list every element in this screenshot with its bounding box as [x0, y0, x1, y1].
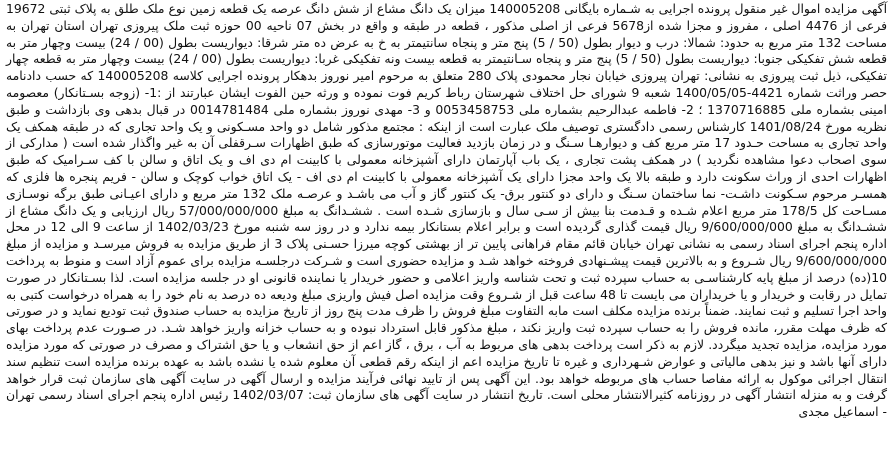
- notice-text: آگهی مزایده اموال غیر منقول پرونده اجرایی به شـماره بایگانی 140005208 میزان یک دانگ مشاع از شش دانگ عرصه یک قطعه زمین نوع ملک طلق به پلاک ثبتی 19672 فرعی از 4476 اصلی ، مفروز و مجزا شده از5678 فرعی از اصلی مذکور ، قطعه در طبقه و واقع در بخش 07 ناحیه 00 حوزه ثبت ملک پیروزی تهران استان تهران به مساحت 132 متر مربع به حدود: شمالا: درب و دیوار بطول (50 / 5) پنج متر و پنجاه سانتیمتر به خ به عرض ده متر شرقا: دیواریست بطول (00 / 24) بیست وچهار متر به قطعه شش تفکیکی جنوبا: دیواریست بطول (50 / 5) پنج متر و پنجاه سـانتیمتر به قطعه بیست ونه تفکیکی غربا: دیواریست بطول (00 / 24) بیست وچهار متر به قطعه چهار تفکیکی، ذیل ثبت پیروزی به نشانی: تهران پیروزی خیابان نجار محمودی پلاک 280 متعلق به مرحوم امیر نوروز بدهکار پرونده اجرایی کلاسه 140005208 که حسب دادنامه حصر وراثت شماره 4421-1400/05/05 شعبه 9 شورای حل اختلاف شهرستان رباط کریم فوت نموده و ورثه حین الفوت ایشان عبارتند از :1- (زوجه بسـتانکار) معصومه امینی بشماره ملی 1370716885 ؛ 2- فاطمه عبدالرحیم بشماره ملی 0053458753 و 3- مهدی نوروز بشماره ملی 0014781484 در قبال بدهی وی بازداشت و طبق نظریه مورخ 1401/08/24 کارشناس رسمی دادگستری توصیف ملک عبارت است از اینکه : مجتمع مذکور شامل دو واحد مسـکونی و یک واحد تجاری که در طبقه همکف یک واحد تجاری به مساحت حـدود 17 متر مربع کف و دیوارهـا سـنگ و در زمان بازدید فعالیت موتورسازی که طبق اظهارات سـرقفلی آن به غیر واگذار شده است ( مدارکی از سوی اصحاب دعوا مشاهده نگردید ) در همکف پشت تجاری ، یک باب آپارتمان دارای آشپزخانه معمولی با کابینت ام دی اف و یک اتاق و سالن با کف سـرامیک که طبق اظهارات احدی از وراث سکونت دارد و طبقه بالا یک واحد مجزا دارای یک آشپزخانه معمولی با کابینت ام دی اف - یک اتاق خواب کوچک و سالن - فریم پنجره ها فلزی که همسـر مرحوم سـکونت داشـت- نما ساختمان سـنگ و دارای دو کنتور برق- یک کنتور گاز و آب می باشـد و عرصـه ملک 132 متر مربع و دارای اعیـانی طبق برگه نوسـازی مسـاحت کل 178/5 متر مربع اعلام شـده و قـدمت بنا بیش از سـی سال و بازسازی شـده است . ششـدانگ به مبلغ 57/000/000/000 ریال ارزیابی و یک دانگ مشاع از ششـدانگ به مبلغ 9/600/000/000 ریال قیمت گذاری گردیده است و برابر اعلام بستانکار بیمه ندارد و در روز سه شنبه مورخ 1402/03/23 از ساعت 9 الی 12 در محل اداره پنجم اجرای اسناد رسمی به نشانی تهران خیابان قائم مقام فراهانی پایین تر از بهشتی کوچه میرزا حسـنی پلاک 3 از طریق مزایده به فروش میرسـد و مزایده از مبلغ 9/600/000/000 ریال شـروع و به بالاترین قیمت پیشـنهادی فروخته خواهد شـد و مزایده حضوری است و شـرکت درجلسـه مزایده برای عموم آزاد است و منوط به پرداخت 10(ده) درصد از مبلغ پایه کارشناسـی به حساب سپرده ثبت و تحت شناسه واریز اعلامی و حضور خریدار یا نماینده قانونی او در جلسه مزایده است. لذا بسـتانکار در صورت تمایل در رقابت و خریدار و یا خریداران می بایست تا 48 ساعت قبل از شـروع وقت مزایده اصل فیش واریزی مبلغ ودیعه ده درصد به نام خود را به همراه درخواست کتبی به واحد اجرا تسلیم و ثبت نمایند. ضمناً برنده مزایده مکلف است مابه التفاوت مبلغ فروش را ظرف مدت پنج روز از تاریخ مزایده به حساب صندوق ثبت تودیع نماید و در صورتی که ظرف مهلت مقرر، مانده فروش را به حساب سپرده ثبت واریز نکند ، مبلغ مذکور قابل استرداد نبوده و به حساب خزانه واریز خواهد شـد. در صـورت عدم پرداخت بهای مورد مزایده، مزایده تجدید میگردد. لازم به ذکر است پرداخت بدهی های مربوط به آب ، برق ، گاز اعم از حق انشعاب و یا حق اشتراک و مصرف در صورتی که مورد مزایده دارای آنها باشد و نیز بدهی مالیاتی و عوارض شـهرداری و غیره تا تاریخ مزایده اعم از اینکه رقم قطعی آن معلوم شده یا نشده باشد به عهده برنده مزایده است تنظیم سند انتقال اجرائی موکول به ارائه مفاصا حساب های مربوطه خواهد بود. این آگهی پس از تایید نهائی فرآیند مزایده و ارسال آگهی در سایت آگهی های سازمان ثبت قرار خواهد گرفت و به منزله انتشار آگهی در روزنامه کثیرالانتشار محلی است. تاریخ انتشار در سایت آگهی های سازمان ثبت: 1402/03/07 رئیس اداره پنجم اجرای اسناد رسمی تهران - اسماعیل مجدی: [6, 1, 888, 420]
